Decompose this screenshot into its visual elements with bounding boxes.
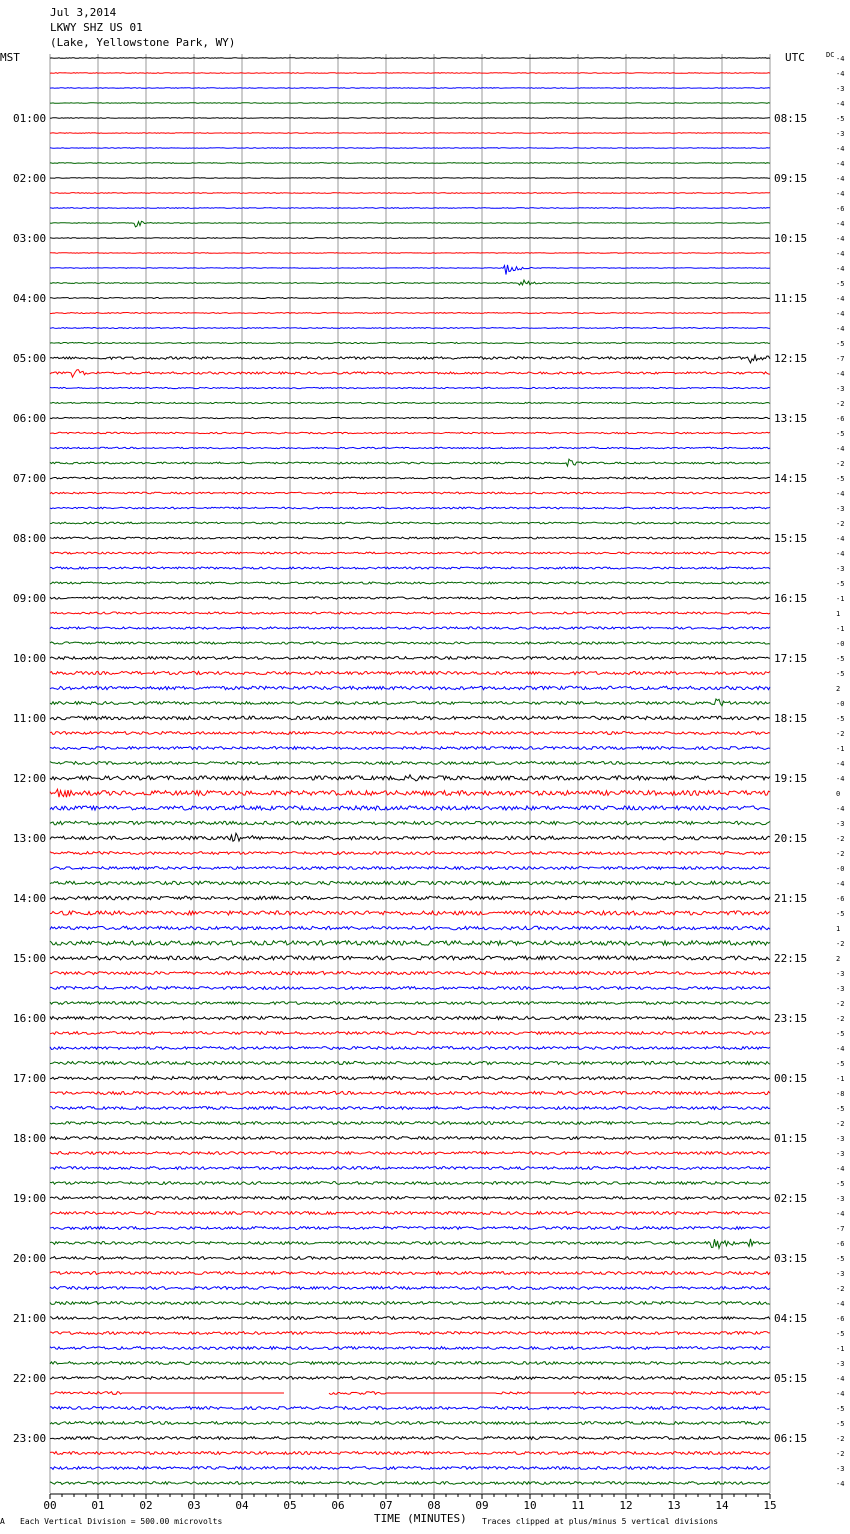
dc-offset-value: -6 [836,1315,845,1323]
dc-offset-value: -4 [836,100,845,108]
trace-71 [50,1122,770,1125]
trace-84 [50,1317,770,1320]
dc-offset-value: -6 [836,205,845,213]
trace-56 [50,896,770,900]
trace-87 [50,1362,770,1365]
dc-offset-value: -3 [836,505,845,513]
dc-offset-value: -3 [836,1270,845,1278]
dc-offset-value: -4 [836,190,845,198]
x-tick-label: 14 [715,1499,729,1512]
station-location: (Lake, Yellowstone Park, WY) [50,36,236,49]
dc-offset-value: -4 [836,295,845,303]
mst-hour-label: 05:00 [13,352,47,365]
utc-hour-label: 00:15 [774,1072,808,1085]
dc-offset-value: -4 [836,325,845,333]
dc-offset-value: -1 [836,745,845,753]
mst-hour-label: 21:00 [13,1312,47,1325]
dc-offset-value: -3 [836,1465,845,1473]
dc-offset-value: -2 [836,1000,845,1008]
dc-offset-value: -5 [836,670,845,678]
trace-20 [50,355,770,363]
dc-offset-value: -4 [836,805,845,813]
seismic-traces [50,58,770,1485]
trace-83 [50,1302,770,1305]
dc-offset-value: -1 [836,1345,845,1353]
dc-offset-column [836,55,844,1488]
trace-35 [50,582,770,584]
trace-28 [50,477,770,479]
x-tick-label: 10 [523,1499,537,1512]
trace-10 [50,208,770,209]
trace-14 [50,265,770,275]
trace-49 [50,789,770,797]
dc-offset-value: -5 [836,430,845,438]
dc-offset-value: -4 [836,220,845,228]
mst-hour-label: 10:00 [13,652,47,665]
mst-hour-labels [13,112,46,1445]
mst-hour-label: 08:00 [13,532,47,545]
x-tick-label: 08 [427,1499,441,1512]
trace-25 [50,432,770,433]
utc-hour-label: 12:15 [774,352,808,365]
utc-hour-label: 21:15 [774,892,808,905]
dc-offset-value: -6 [836,415,845,423]
dc-offset-value: -8 [836,1090,845,1098]
trace-92 [50,1437,770,1440]
trace-17 [50,313,770,314]
dc-offset-value: -4 [836,1300,845,1308]
trace-42 [50,686,770,690]
mst-hour-label: 02:00 [13,172,47,185]
trace-18 [50,328,770,329]
trace-69 [50,1091,770,1094]
trace-9 [50,193,770,194]
trace-5 [50,133,770,134]
trace-95 [50,1482,770,1485]
x-axis-title: TIME (MINUTES) [374,1512,467,1525]
trace-67 [50,1061,770,1064]
utc-hour-label: 16:15 [774,592,808,605]
dc-offset-value: -5 [836,1060,845,1068]
trace-7 [50,163,770,164]
scale-note: Each Vertical Division = 500.00 microvolts [20,1517,223,1526]
dc-offset-value: -5 [836,1180,845,1188]
dc-offset-value: -4 [836,775,845,783]
trace-44 [50,716,770,719]
trace-32 [50,537,770,539]
dc-offset-value: 2 [836,955,841,963]
mst-hour-label: 04:00 [13,292,47,305]
dc-offset-value: -6 [836,1240,845,1248]
mst-hour-label: 17:00 [13,1072,47,1085]
trace-51 [50,821,770,824]
dc-offset-value: -4 [836,1165,845,1173]
dc-offset-value: -3 [836,1150,845,1158]
mst-hour-label: 13:00 [13,832,47,845]
mst-hour-label: 01:00 [13,112,47,125]
mst-hour-label: 19:00 [13,1192,47,1205]
dc-offset-value: -3 [836,1360,845,1368]
trace-46 [50,747,770,750]
x-tick-label: 00 [43,1499,57,1512]
utc-hour-label: 08:15 [774,112,808,125]
dc-offset-value: -6 [836,895,845,903]
dc-offset-value: -4 [836,310,845,318]
trace-1 [50,73,770,74]
trace-40 [50,657,770,660]
utc-hour-label: 19:15 [774,772,808,785]
trace-57 [50,911,770,915]
trace-77 [50,1212,770,1215]
mst-hour-label: 14:00 [13,892,47,905]
trace-64 [50,1016,770,1019]
trace-61 [50,971,770,974]
trace-15 [50,280,770,285]
x-tick-label: 11 [571,1499,585,1512]
dc-offset-value: -2 [836,460,845,468]
trace-91 [50,1422,770,1425]
mst-hour-label: 06:00 [13,412,47,425]
time-axis [43,1494,776,1512]
trace-58 [50,926,770,930]
trace-75 [50,1182,770,1185]
dc-offset-value: -2 [836,850,845,858]
dc-offset-value: -1 [836,625,845,633]
trace-41 [50,671,770,674]
dc-offset-value: -4 [836,1480,845,1488]
mst-hour-label: 20:00 [13,1252,47,1265]
x-tick-label: 03 [187,1499,201,1512]
trace-73 [50,1152,770,1155]
trace-8 [50,178,770,179]
dc-offset-value: -2 [836,940,845,948]
dc-offset-value: -4 [836,370,845,378]
dc-offset-value: -3 [836,1195,845,1203]
dc-offset-value: -2 [836,835,845,843]
dc-offset-value: -4 [836,160,845,168]
dc-offset-value: -2 [836,400,845,408]
x-tick-label: 15 [763,1499,777,1512]
utc-hour-label: 15:15 [774,532,808,545]
dc-offset-value: -2 [836,1120,845,1128]
utc-hour-label: 11:15 [774,292,808,305]
trace-62 [50,987,770,990]
dc-offset-value: -4 [836,1210,845,1218]
trace-90 [50,1407,770,1410]
dc-offset-value: -4 [836,250,845,258]
mst-hour-label: 22:00 [13,1372,47,1385]
trace-4 [50,118,770,119]
x-tick-label: 02 [139,1499,153,1512]
dc-offset-value: -4 [836,445,845,453]
left-timezone-label: MST [0,51,20,64]
dc-offset-value: 0 [836,790,841,798]
dc-offset-value: -4 [836,880,845,888]
dc-offset-value: -3 [836,85,845,93]
trace-13 [50,253,770,254]
trace-78 [50,1227,770,1230]
x-tick-label: 05 [283,1499,297,1512]
dc-offset-value: 1 [836,610,841,618]
dc-offset-value: -5 [836,1255,845,1263]
x-tick-label: 01 [91,1499,105,1512]
mst-hour-label: 11:00 [13,712,47,725]
trace-54 [50,867,770,870]
trace-82 [50,1287,770,1290]
x-tick-label: 07 [379,1499,393,1512]
trace-86 [50,1347,770,1350]
mst-hour-label: 03:00 [13,232,47,245]
utc-hour-label: 04:15 [774,1312,808,1325]
trace-94 [50,1467,770,1470]
utc-hour-label: 10:15 [774,232,808,245]
dc-offset-value: -5 [836,1405,845,1413]
utc-hour-label: 22:15 [774,952,808,965]
trace-74 [50,1167,770,1170]
dc-offset-value: -0 [836,700,845,708]
trace-37 [50,612,770,614]
utc-hour-label: 14:15 [774,472,808,485]
mst-hour-label: 18:00 [13,1132,47,1145]
dc-offset-value: 2 [836,685,841,693]
dc-offset-value: -5 [836,475,845,483]
trace-33 [50,552,770,554]
trace-31 [50,522,770,524]
trace-76 [50,1197,770,1200]
dc-offset-value: -2 [836,1015,845,1023]
trace-39 [50,642,770,644]
dc-offset-value: -3 [836,1135,845,1143]
trace-6 [50,148,770,149]
utc-hour-label: 03:15 [774,1252,808,1265]
trace-16 [50,298,770,299]
dc-offset-value: -3 [836,565,845,573]
utc-hour-label: 13:15 [774,412,808,425]
dc-offset-value: -5 [836,1105,845,1113]
dc-offset-value: -4 [836,1390,845,1398]
dc-offset-value: -4 [836,550,845,558]
trace-70 [50,1107,770,1110]
trace-36 [50,597,770,599]
trace-59 [50,941,770,945]
trace-19 [50,342,770,343]
trace-34 [50,567,770,569]
trace-93 [50,1452,770,1455]
dc-offset-value: -4 [836,70,845,78]
trace-52 [50,833,770,841]
trace-47 [50,762,770,765]
mst-hour-label: 16:00 [13,1012,47,1025]
minute-gridlines [50,54,770,1493]
corner-mark: A [0,1517,5,1526]
dc-offset-value: -3 [836,130,845,138]
dc-offset-value: -4 [836,175,845,183]
dc-offset-value: -5 [836,580,845,588]
utc-hour-label: 09:15 [774,172,808,185]
trace-24 [50,417,770,418]
dc-offset-value: -5 [836,1030,845,1038]
trace-81 [50,1272,770,1275]
trace-27 [50,459,770,466]
utc-hour-label: 06:15 [774,1432,808,1445]
mst-hour-label: 15:00 [13,952,47,965]
dc-offset-value: -3 [836,985,845,993]
dc-offset-value: -1 [836,595,845,603]
trace-26 [50,447,770,448]
right-timezone-label: UTC [785,51,805,64]
x-tick-label: 13 [667,1499,681,1512]
dc-offset-value: -5 [836,280,845,288]
trace-22 [50,387,770,388]
trace-38 [50,627,770,629]
utc-hour-label: 05:15 [774,1372,808,1385]
trace-63 [50,1002,770,1005]
utc-hour-label: 23:15 [774,1012,808,1025]
trace-89 [50,1392,770,1395]
x-tick-label: 06 [331,1499,345,1512]
dc-offset-value: -5 [836,340,845,348]
mst-hour-label: 07:00 [13,472,47,485]
dc-offset-value: -4 [836,535,845,543]
dc-offset-value: -5 [836,910,845,918]
mst-hour-label: 09:00 [13,592,47,605]
trace-68 [50,1076,770,1079]
dc-offset-value: -4 [836,265,845,273]
mst-hour-label: 12:00 [13,772,47,785]
dc-header-label: DC [826,51,835,59]
dc-offset-value: -7 [836,355,845,363]
dc-offset-value: -3 [836,970,845,978]
dc-offset-value: -5 [836,655,845,663]
trace-88 [50,1377,770,1380]
dc-offset-value: -2 [836,1285,845,1293]
dc-offset-value: -0 [836,640,845,648]
trace-79 [50,1239,770,1248]
dc-offset-value: -2 [836,1435,845,1443]
trace-80 [50,1257,770,1260]
trace-0 [50,58,770,59]
x-tick-label: 04 [235,1499,249,1512]
dc-offset-value: -7 [836,1225,845,1233]
mst-hour-label: 23:00 [13,1432,47,1445]
utc-hour-label: 18:15 [774,712,808,725]
trace-55 [50,881,770,885]
dc-offset-value: -4 [836,1375,845,1383]
trace-12 [50,238,770,239]
trace-85 [50,1332,770,1335]
dc-offset-value: -4 [836,55,845,63]
trace-65 [50,1032,770,1035]
dc-offset-value: -5 [836,115,845,123]
dc-offset-value: -5 [836,1420,845,1428]
dc-offset-value: -4 [836,760,845,768]
trace-21 [50,370,770,377]
utc-hour-label: 02:15 [774,1192,808,1205]
trace-29 [50,492,770,494]
trace-66 [50,1047,770,1050]
dc-offset-value: -1 [836,1075,845,1083]
x-tick-label: 12 [619,1499,633,1512]
utc-hour-labels [774,112,807,1445]
trace-60 [50,956,770,960]
dc-offset-value: -4 [836,1045,845,1053]
trace-43 [50,699,770,706]
dc-offset-value: -5 [836,715,845,723]
dc-offset-value: -4 [836,145,845,153]
dc-offset-value: -2 [836,520,845,528]
dc-offset-value: 1 [836,925,841,933]
trace-50 [50,806,770,810]
trace-3 [50,103,770,104]
utc-hour-label: 17:15 [774,652,808,665]
trace-48 [50,775,770,781]
dc-offset-value: -3 [836,385,845,393]
trace-45 [50,732,770,735]
x-tick-label: 09 [475,1499,489,1512]
trace-11 [50,221,770,227]
station-id: LKWY SHZ US 01 [50,21,143,34]
dc-offset-value: -3 [836,820,845,828]
dc-offset-value: -5 [836,1330,845,1338]
utc-hour-label: 20:15 [774,832,808,845]
clip-note: Traces clipped at plus/minus 5 vertical divisions [482,1517,719,1526]
trace-23 [50,402,770,403]
utc-hour-label: 01:15 [774,1132,808,1145]
dc-offset-value: -4 [836,235,845,243]
trace-53 [50,852,770,855]
dc-offset-value: -4 [836,490,845,498]
trace-30 [50,507,770,509]
dc-offset-value: -2 [836,1450,845,1458]
trace-72 [50,1137,770,1140]
trace-2 [50,88,770,89]
dc-offset-value: -2 [836,730,845,738]
dc-offset-value: -0 [836,865,845,873]
chart-date: Jul 3,2014 [50,6,117,19]
